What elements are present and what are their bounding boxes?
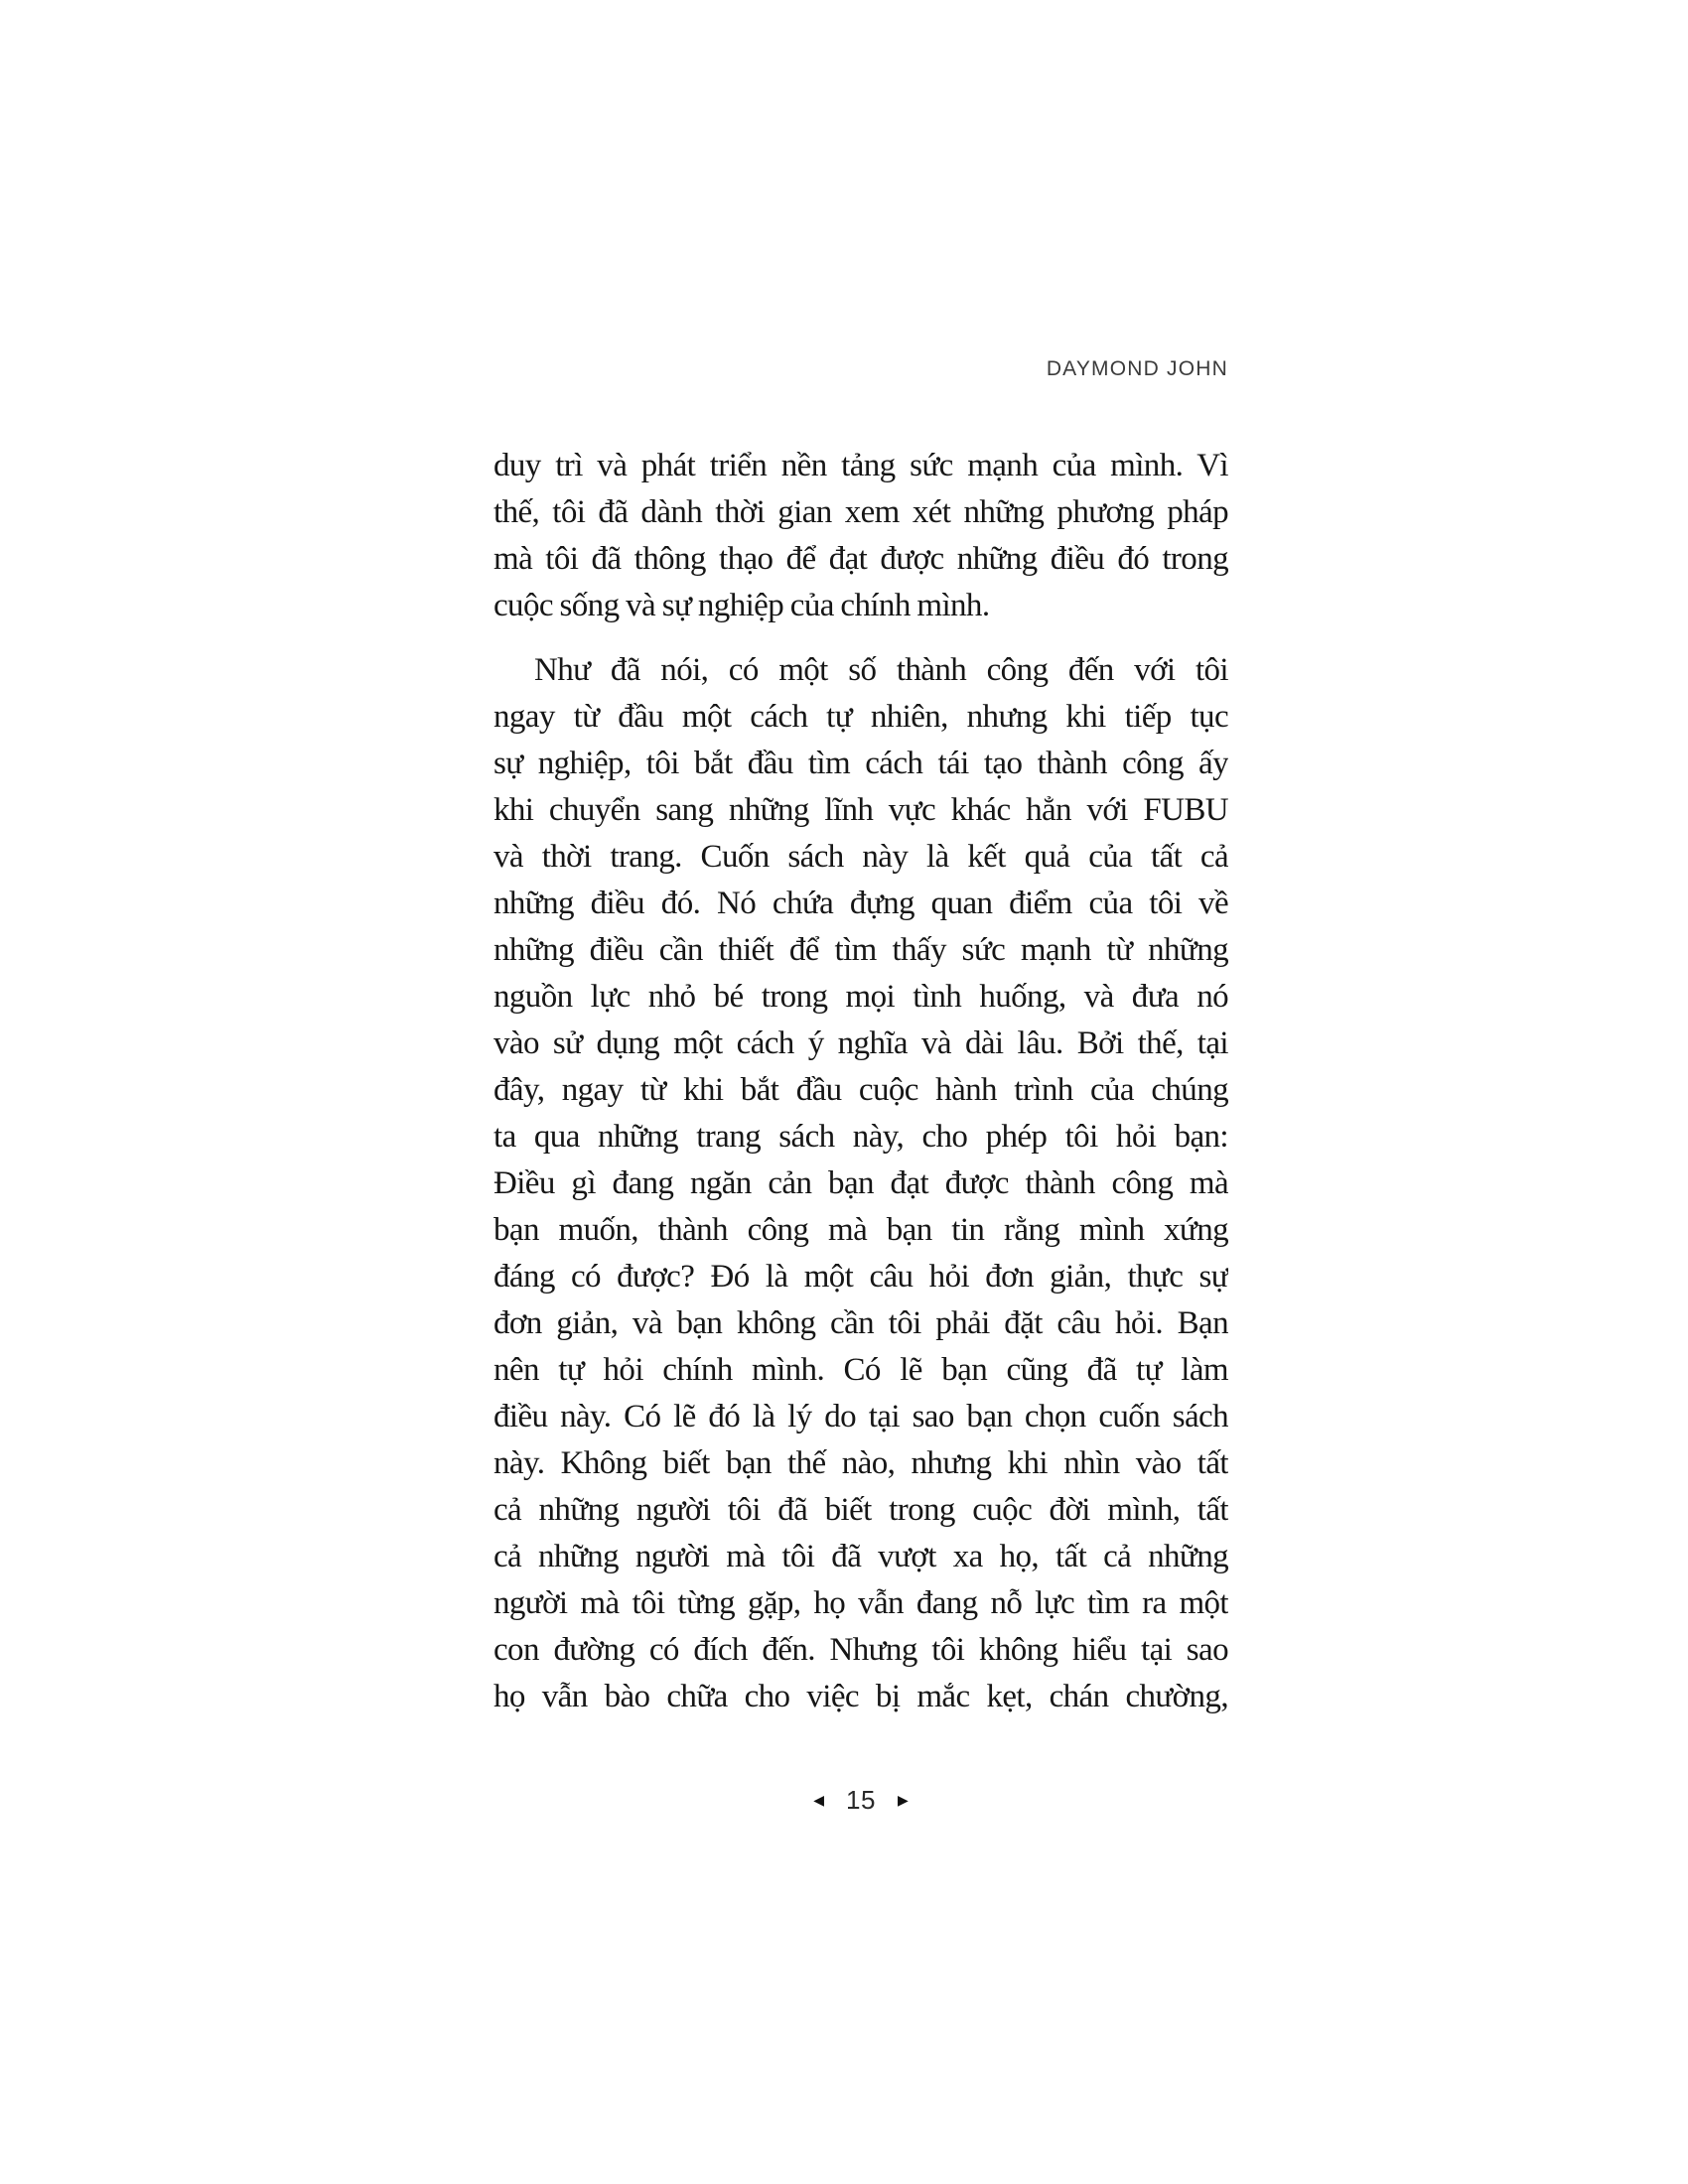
body-text-line: điều này. Có lẽ đó là lý do tại sao bạn chọn cuốn sách xyxy=(493,1399,1228,1434)
body-text-column xyxy=(493,443,1228,1720)
body-text-line: khi chuyển sang những lĩnh vực khác hẳn với FUBU xyxy=(493,792,1228,828)
body-text-line: đáng có được? Đó là một câu hỏi đơn giản, thực sự xyxy=(493,1259,1228,1295)
body-text-line: Điều gì đang ngăn cản bạn đạt được thành công mà xyxy=(493,1165,1228,1201)
body-text-line: đơn giản, và bạn không cần tôi phải đặt câu hỏi. Bạn xyxy=(493,1305,1228,1341)
body-text-line: duy trì và phát triển nền tảng sức mạnh của mình. Vì xyxy=(493,448,1228,483)
page-footer xyxy=(493,1785,1228,1815)
body-text-line: Như đã nói, có một số thành công đến với tôi xyxy=(534,652,1228,688)
body-text-line: con đường có đích đến. Nhưng tôi không hiểu tại sao xyxy=(493,1632,1228,1668)
body-text-line: họ vẫn bào chữa cho việc bị mắc kẹt, chán chường, xyxy=(493,1679,1228,1714)
page-number: 15 xyxy=(846,1785,876,1815)
body-text-line: mà tôi đã thông thạo để đạt được những điều đó trong xyxy=(493,541,1228,577)
body-text-line: người mà tôi từng gặp, họ vẫn đang nỗ lực tìm ra một xyxy=(493,1585,1228,1621)
body-text-line: nên tự hỏi chính mình. Có lẽ bạn cũng đã tự làm xyxy=(493,1352,1228,1388)
body-text-line: ngay từ đầu một cách tự nhiên, nhưng khi tiếp tục xyxy=(493,699,1228,735)
body-text-line: cả những người tôi đã biết trong cuộc đời mình, tất xyxy=(493,1492,1228,1528)
body-text-line: sự nghiệp, tôi bắt đầu tìm cách tái tạo thành công ấy xyxy=(493,746,1228,781)
body-text-line: những điều cần thiết để tìm thấy sức mạnh từ những xyxy=(493,932,1228,968)
body-text-line: và thời trang. Cuốn sách này là kết quả của tất cả xyxy=(493,839,1228,875)
next-page-triangle-icon: ▶ xyxy=(897,1792,909,1808)
body-text-line: cả những người mà tôi đã vượt xa họ, tất cả những xyxy=(493,1539,1228,1574)
body-text-line: nguồn lực nhỏ bé trong mọi tình huống, và đưa nó xyxy=(493,979,1228,1015)
body-text-line: thế, tôi đã dành thời gian xem xét những phương pháp xyxy=(493,494,1228,530)
body-text-line: vào sử dụng một cách ý nghĩa và dài lâu. Bởi thế, tại xyxy=(493,1025,1228,1061)
running-header-author: DAYMOND JOHN xyxy=(1046,357,1228,380)
body-text-line: ta qua những trang sách này, cho phép tôi hỏi bạn: xyxy=(493,1119,1228,1155)
body-text-line: bạn muốn, thành công mà bạn tin rằng mình xứng xyxy=(493,1212,1228,1248)
body-text-line: đây, ngay từ khi bắt đầu cuộc hành trình của chúng xyxy=(493,1072,1228,1108)
body-text-line: này. Không biết bạn thế nào, nhưng khi nhìn vào tất xyxy=(493,1445,1228,1481)
body-text-line: cuộc sống và sự nghiệp của chính mình. xyxy=(493,588,990,623)
body-text-line: những điều đó. Nó chứa đựng quan điểm của tôi về xyxy=(493,886,1228,921)
prev-page-triangle-icon: ◀ xyxy=(813,1792,825,1808)
